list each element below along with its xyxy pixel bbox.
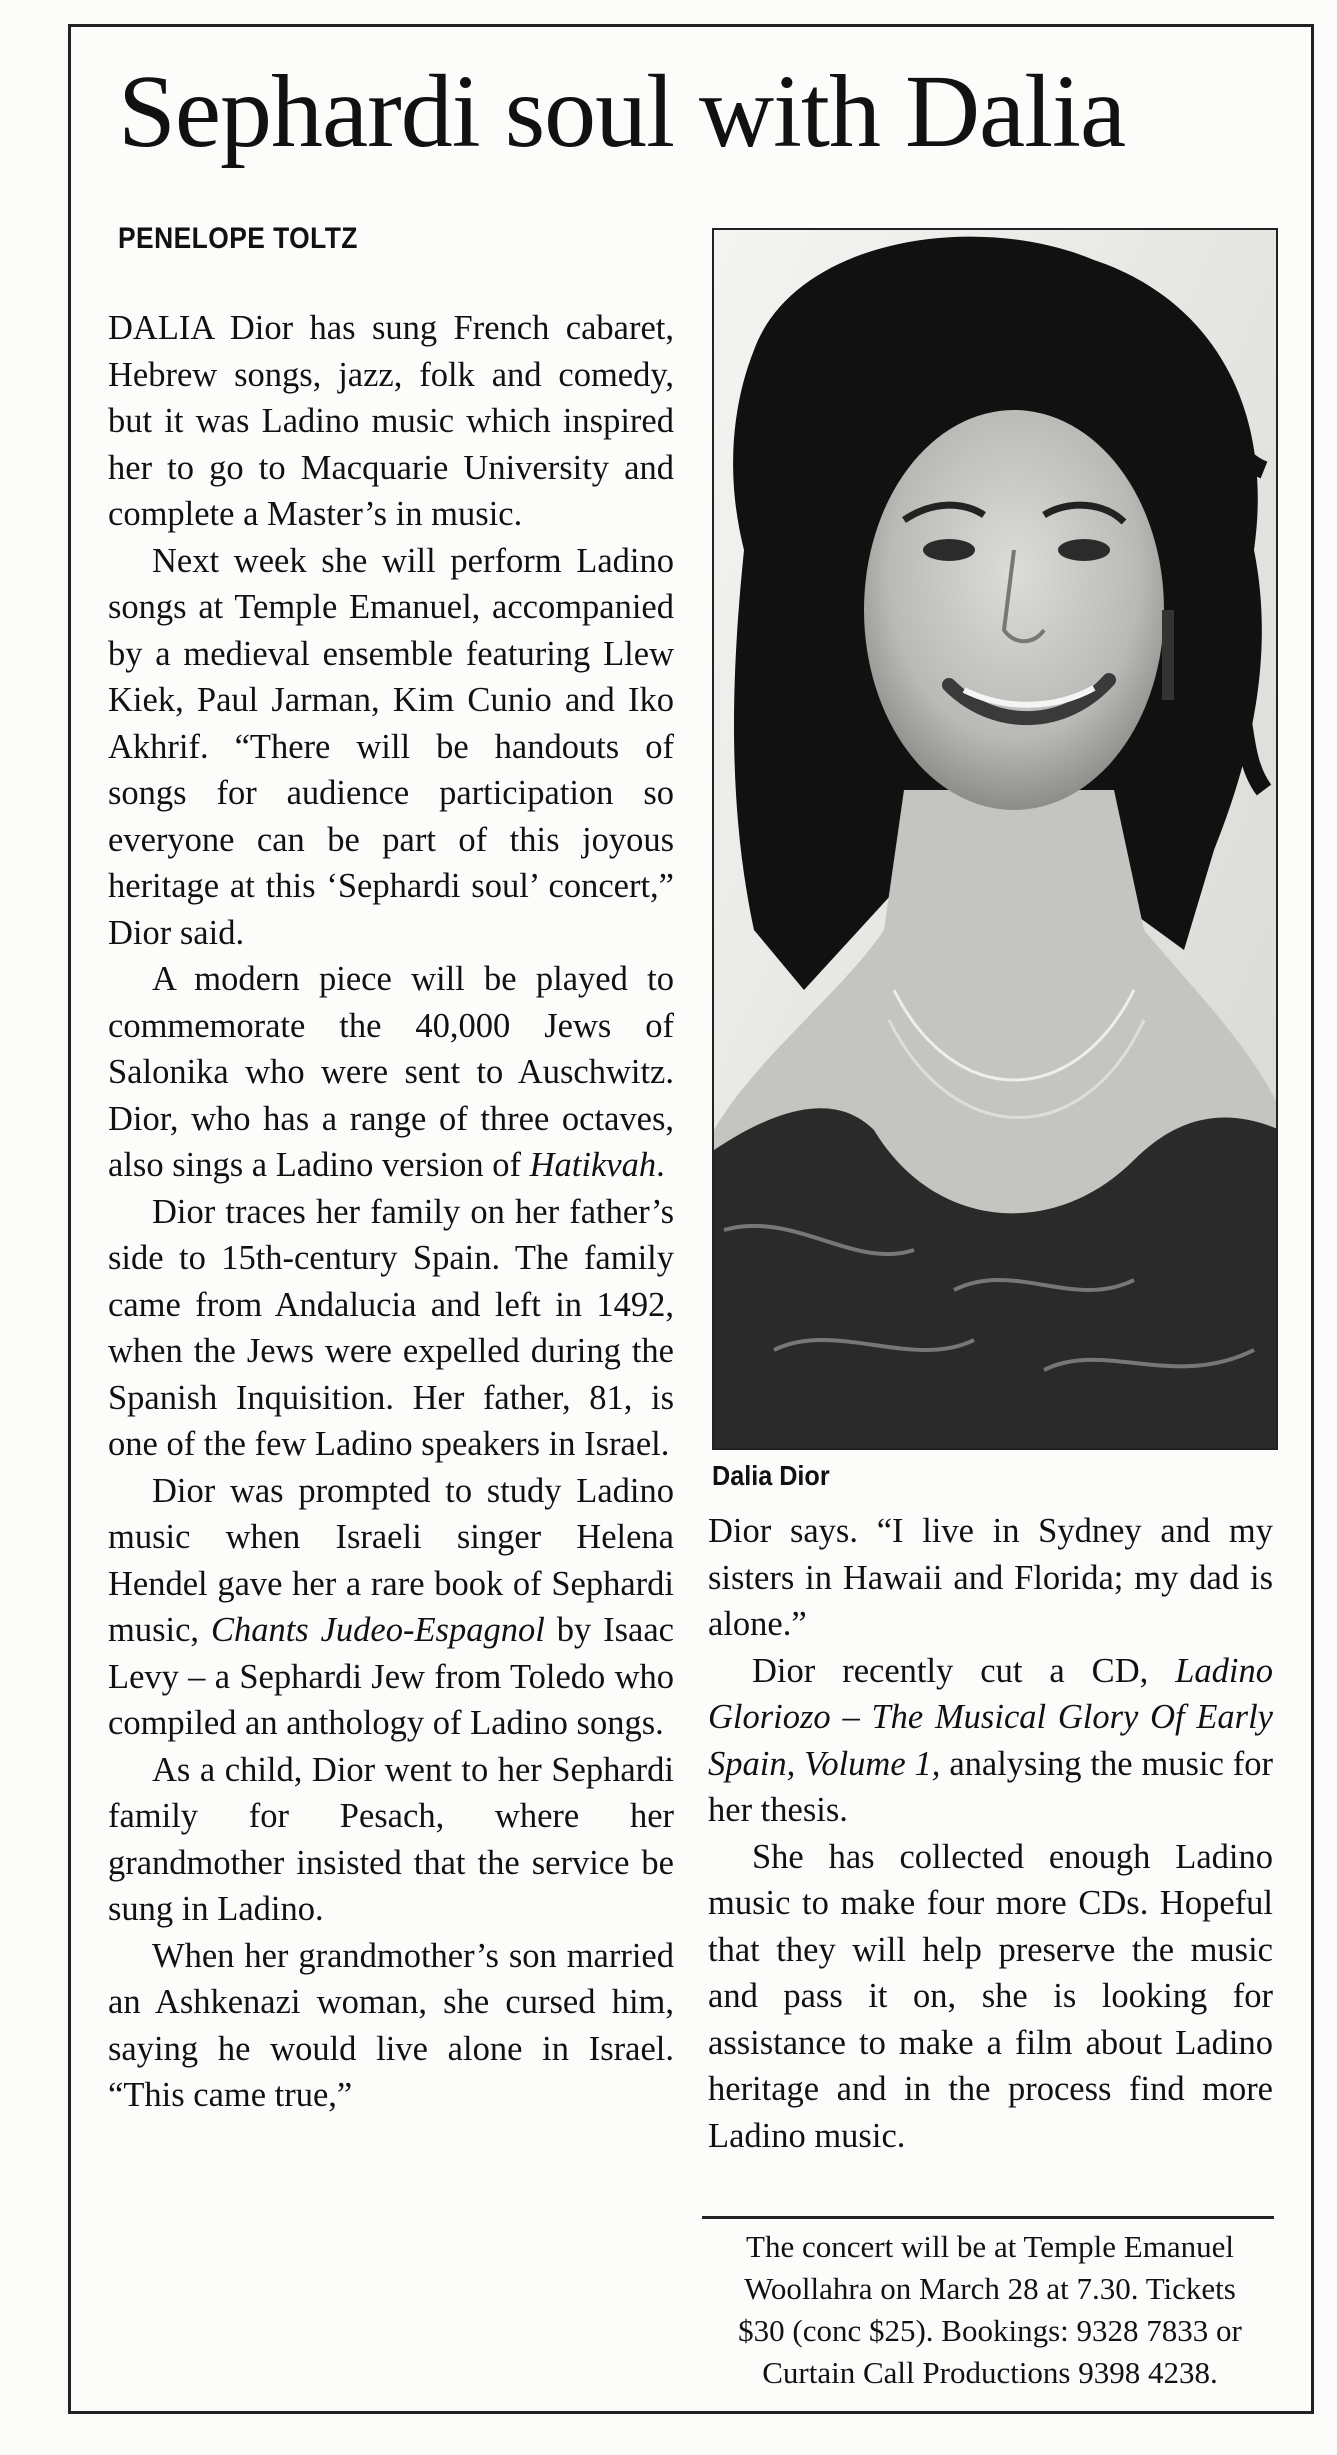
paragraph: When her grandmother’s son married an Ashkenazi woman, she cursed him, saying he would live alone in Israel. “This came true,” [108, 1936, 674, 2114]
paragraph: Dior traces her family on her father’s side to 15th-century Spain. The family came from Andalucia and left in 1492, when the Jews were expelled during the Spanish Inquisition. Her father, 81, is one of the few Ladino speakers in Israel. [108, 1192, 674, 1463]
bleed-through-right [1314, 0, 1337, 2455]
paragraph: Next week she will perform Ladino songs at Temple Emanuel, accompanied by a medieval ensemble featuring Llew Kiek, Paul Jarman, Kim Cunio and Iko Akhrif. “There will be handouts of songs for audience participation so everyone can be part of this joyous heritage at this ‘Sephardi soul’ concert,” Dior said. [108, 541, 674, 952]
portrait-photo [712, 228, 1278, 1450]
paragraph-text: A modern piece will be played to commemorate the 40,000 Jews of Salonika who were sent to Auschwitz. Dior, who has a range of three octaves, also sings a Ladino version of [108, 960, 674, 1184]
album-title: Ladino Gloriozo – The Musical Glory Of Early Spain, Volume 1, [708, 1651, 1273, 1783]
info-line: Curtain Call Productions 9398 4238. [762, 2355, 1218, 2390]
bleed-through-left [0, 0, 68, 2455]
headline: Sephardi soul with Dalia [118, 54, 1126, 169]
right-column [708, 1508, 1273, 2159]
info-line: Woollahra on March 28 at 7.30. Tickets [744, 2271, 1236, 2306]
paragraph: DALIA Dior has sung French cabaret, Hebrew songs, jazz, folk and comedy, but it was Ladino music which inspired her to go to Macquarie University and complete a Master’s in music. [108, 309, 674, 533]
photo-caption: Dalia Dior [712, 1460, 830, 1491]
paragraph: A modern piece will be played to commemorate the 40,000 Jews of Salonika who were sent to Auschwitz. Dior, who has a range of three octaves, also sings a Ladino version of Hatikvah. [108, 960, 674, 1184]
paragraph: Dior says. “I live in Sydney and my sisters in Hawaii and Florida; my dad is alone.” [708, 1512, 1273, 1643]
paragraph: Dior was prompted to study Ladino music when Israeli singer Helena Hendel gave her a rare book of Sephardi music, Chants Judeo-Espagnol by Isaac Levy – a Sephardi Jew from Toledo who compiled an anthology of Ladino songs. [108, 1471, 674, 1742]
paragraph: Dior recently cut a CD, Ladino Gloriozo – The Musical Glory Of Early Spain, Volume 1, analysing the music for her thesis. [708, 1651, 1273, 1829]
info-line: The concert will be at Temple Emanuel [746, 2229, 1234, 2264]
info-line: $30 (conc $25). Bookings: 9328 7833 or [738, 2313, 1242, 2348]
concert-info-box [700, 2226, 1280, 2394]
song-title: Hatikvah [529, 1146, 657, 1184]
paragraph: She has collected enough Ladino music to make four more CDs. Hopeful that they will help preserve the music and pass it on, she is looking for assistance to make a film about Ladino heritage and in the process find more Ladino music. [708, 1837, 1273, 2155]
divider [702, 2216, 1274, 2219]
left-column [108, 305, 674, 2119]
byline: PENELOPE TOLTZ [118, 222, 358, 255]
paragraph: As a child, Dior went to her Sephardi family for Pesach, where her grandmother insisted that the service be sung in Ladino. [108, 1750, 674, 1928]
portrait-image [714, 230, 1278, 1450]
book-title: Chants Judeo-Espagnol [210, 1611, 545, 1649]
